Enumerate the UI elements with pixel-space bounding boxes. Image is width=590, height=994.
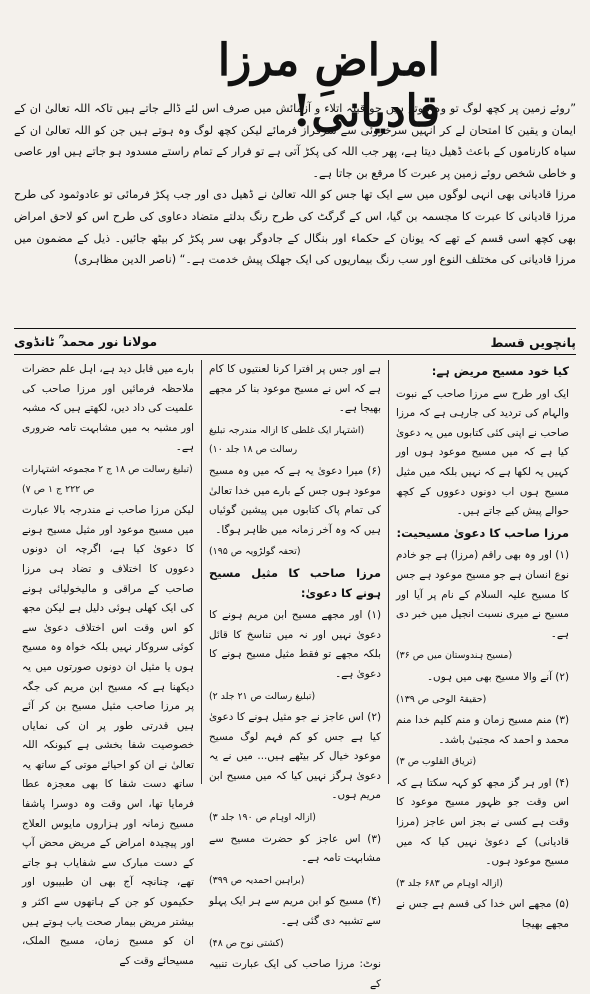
paragraph: نوٹ: مرزا صاحب کی ایک عبارت تنبیہ کے (209, 958, 381, 990)
reference: (براہین احمدیہ ص ۳۹۹) (209, 874, 305, 886)
paragraph: (۴) مسیح کو ابن مریم سے ہر ایک پہلو سے تشبیہ دی گئی ہے۔ (209, 895, 381, 928)
reference: (ازالہ اوہام ص ۱۹۰ جلد ۳) (209, 812, 316, 824)
paragraph: (۵) مجھے اس خدا کی قسم ہے جس نے مجھے بھیجا (396, 898, 569, 931)
paragraph: لیکن مرزا صاحب نے مندرجہ بالا عبارت میں مسیح موعود اور مثیل مسیح ہونے کا دعویٰ کیا ہے، اگرچہ ان دونوں دعووں کا اختلاف و تضاد ہی مرزا صاحب کے مراقی و مالیخولیائی ہونے کی ایک کھلی ہوئی دلیل ہے لیکن مجھ کو اس وقت اس اختلاف دعویٰ سے کوئی سروکار نہیں بلکہ خواہ وہ مسیح ہوں یا مثیل ان دونوں صورتوں میں یہ دیکھنا ہے کہ مسیح ابن مریم کی جگہ پر مرزا صاحب مثیل مسیح بن کر آئے ہیں قدرتی طور پر ان کی نمایاں خصوصیت شفا بخشی ہے کیونکہ اللہ تعالیٰ نے ان کو احیائے موتی کے ساتھ یہ ساتھ دست شفا کا بھی معجزہ عطا فرمایا تھا، اس وقت وہ دوسرا پاشفا مسیح زمانہ اور ہزاروں مایوس العلاج اور پیچیدہ امراض کے مریض محض آپ کے دست مبارک سے شفایاب ہو جاتے تھے، چنانچہ آج بھی ان طبیبوں اور حکیموں کو جن کے ہاتھوں سے اکثر و بیشتر مریض بیمار صحت یاب ہوتے ہیں ان کو مسیح زمان، مسیح الملک، مسیحائے وقت کے (22, 504, 194, 967)
reference: (ازالہ اوہام ص ۶۸۳ جلد ۳) (396, 877, 503, 889)
reference: (تحفہ گولڑویہ ص ۱۹۵) (209, 546, 301, 558)
paragraph: بارے میں قابل دید ہے، اہل علم حضرات ملاحظہ فرمائیں اور مرزا صاحب کی علمیت کی داد دیں، لکھتے ہیں کہ مشبہ اور مشبہ بہ میں مشابہت تامہ ضروری ہے۔ (22, 363, 194, 454)
divider-top (14, 328, 576, 329)
divider-bottom (14, 354, 576, 355)
installment-label: پانچویں قسط (490, 334, 576, 350)
intro-block (14, 98, 576, 271)
paragraph: ہے اور جس پر افترا کرنا لعنتیوں کا کام ہے کہ اس نے مسیح موعود بنا کر مجھے بھیجا ہے۔ (209, 363, 381, 415)
reference: (تبلیغ رسالت ص ۱۸ ج ۲ مجموعہ اشتہارات ص ۲۲۲ ج ۱ ص ۷) (22, 463, 193, 495)
paragraph: ایک اور طرح سے مرزا صاحب کے نبوت والہام کی تردید کی جارہی ہے کہ مرزا صاحب نے اپنی کئی کتابوں میں یہ دعویٰ کیا ہے کہ میں مسیح موعود ہوں اور کہیں یہ لکھا ہے کہ نہیں بلکہ میں مثیل مسیح ہوں اب دونوں دعووں کے کچھ حوالے پیش کیے جاتے ہیں۔ (396, 387, 569, 518)
reference: (مسیح ہندوستان میں ص ۳۶) (396, 650, 513, 662)
paragraph: (۶) میرا دعویٰ یہ ہے کہ میں وہ مسیح موعود ہوں جس کے بارے میں خدا تعالیٰ کی تمام پاک کتابوں میں پیشین گوئیاں ہیں کہ وہ آخر زمانہ میں ظاہر ہوگا۔ (209, 464, 381, 536)
article-title: امراضِ مرزا قادیانی! (217, 35, 440, 138)
article-columns (14, 360, 576, 990)
paragraph: (۳) اس عاجز کو حضرت مسیح سے مشابہت تامہ ہے۔ (209, 832, 381, 865)
paragraph: (۲) اس عاجز نے جو مثیل ہونے کا دعویٰ کیا ہے جس کو کم فہم لوگ مسیح موعود خیال کر بیٹھے ہیں... میں نے یہ دعویٰ ہرگز نہیں کیا کہ میں مسیح ابن مریم ہوں۔ (209, 711, 381, 802)
author-name: مولانا نور محمد ؒ ٹانڈوی (14, 334, 158, 349)
paragraph: (۴) اور ہر گز مجھ کو کہہ سکتا ہے کہ اس وقت جو ظہور مسیح موعود کا وقت ہے کسی نے بجز اس عاجز (مرزا قادیانی) کے دعویٰ نہیں کیا کہ میں مسیح موعود ہوں۔ (396, 776, 569, 868)
intro-paragraph-2: مرزا قادیانی بھی انہی لوگوں میں سے ایک تھا جس کو اللہ تعالیٰ نے ڈھیل دی اور جب پکڑ فرمائی تو عادوثمود کی طرح مرزا قادیانی کا عبرت کا مجسمہ بن گیا، اس کے گرگٹ کی طرح رنگ بدلتے متضاد دعاوی کی طرح اس کو لاحق امراض بھی کچھ اسی قسم کے تھے کہ یونان کے حکماء اور بنگال کے جادوگر بھی سر پکڑ کر بیٹھ جائیں۔ ذیل کے مضمون میں مرزا قادیانی کی مختلف النوع اور سب رنگ بیماریوں کی ایک جھلک پیش خدمت ہے۔“ (ناصر الدین مظاہری) (14, 188, 576, 267)
reference: (تبلیغ رسالت ص ۲۱ جلد ۲) (209, 690, 316, 702)
intro-paragraph-1: ”روئے زمین پر کچھ لوگ تو وہ ہوتے ہیں جو قبلہ اتلاء و آزمائش میں صرف اس لئے ڈالے جاتے ہیں تاکہ اللہ تعالیٰ ان کے ایمان و یقین کا امتحان لے کر انہیں سرخروئی سے سرفراز فرمائے لیکن کچھ لوگ وہ ہوتے ہیں جن کو اللہ تعالیٰ ان کے سیاہ کارناموں کے باعث ڈھیل دیتا ہے، پھر جب اللہ کی پکڑ آتی ہے تو فرار کے تمام راستے مسدود ہو جاتے ہیں اور عاصی و خاطی شخص روئے زمین پر عبرت کا مرقع بن جاتا ہے۔ (14, 102, 576, 180)
section-heading: کیا خود مسیح مریض ہے: (431, 364, 569, 378)
paragraph: (۲) آنے والا مسیح بھی میں ہوں۔ (426, 670, 569, 683)
column-left (15, 360, 202, 967)
reference: (حقیقۃ الوحی ص ۱۳۹) (396, 693, 487, 705)
byline-row (14, 332, 576, 352)
reference: (کشتی نوح ص ۴۸) (209, 937, 284, 949)
section-heading: مرزا صاحب کا دعویٰ مسیحیت: (396, 525, 569, 540)
reference: (اشتہار ایک غلطی کا ازالہ مندرجہ تبلیغ رسالت ص ۱۸ جلد ۱۰) (209, 424, 365, 456)
column-middle (202, 360, 389, 990)
paragraph: (۳) منم مسیح زمان و منم کلیم خدا منم محمد و احمد کہ مجتبیٰ باشد۔ (396, 714, 569, 746)
reference: (تریاق القلوب ص ۳) (396, 756, 477, 768)
paragraph: (۱) اور مجھے مسیح ابن مریم ہونے کا دعویٰ نہیں اور نہ میں تناسخ کا قائل بلکہ مجھے تو فقط مثیل مسیح ہونے کا دعویٰ ہے۔ (209, 609, 381, 680)
column-right (389, 360, 576, 931)
paragraph: (۱) اور وہ بھی راقم (مرزا) ہے جو خادم نوع انسان ہے جو مسیح موعود ہے جس کا مسیح علیہ السلام کے نام پر آیا اور مسیح نے میری نسبت انجیل میں خبر دی ہے۔ (396, 549, 569, 640)
section-heading: مرزا صاحب کا مثیل مسیح ہونے کا دعویٰ: (209, 565, 381, 600)
